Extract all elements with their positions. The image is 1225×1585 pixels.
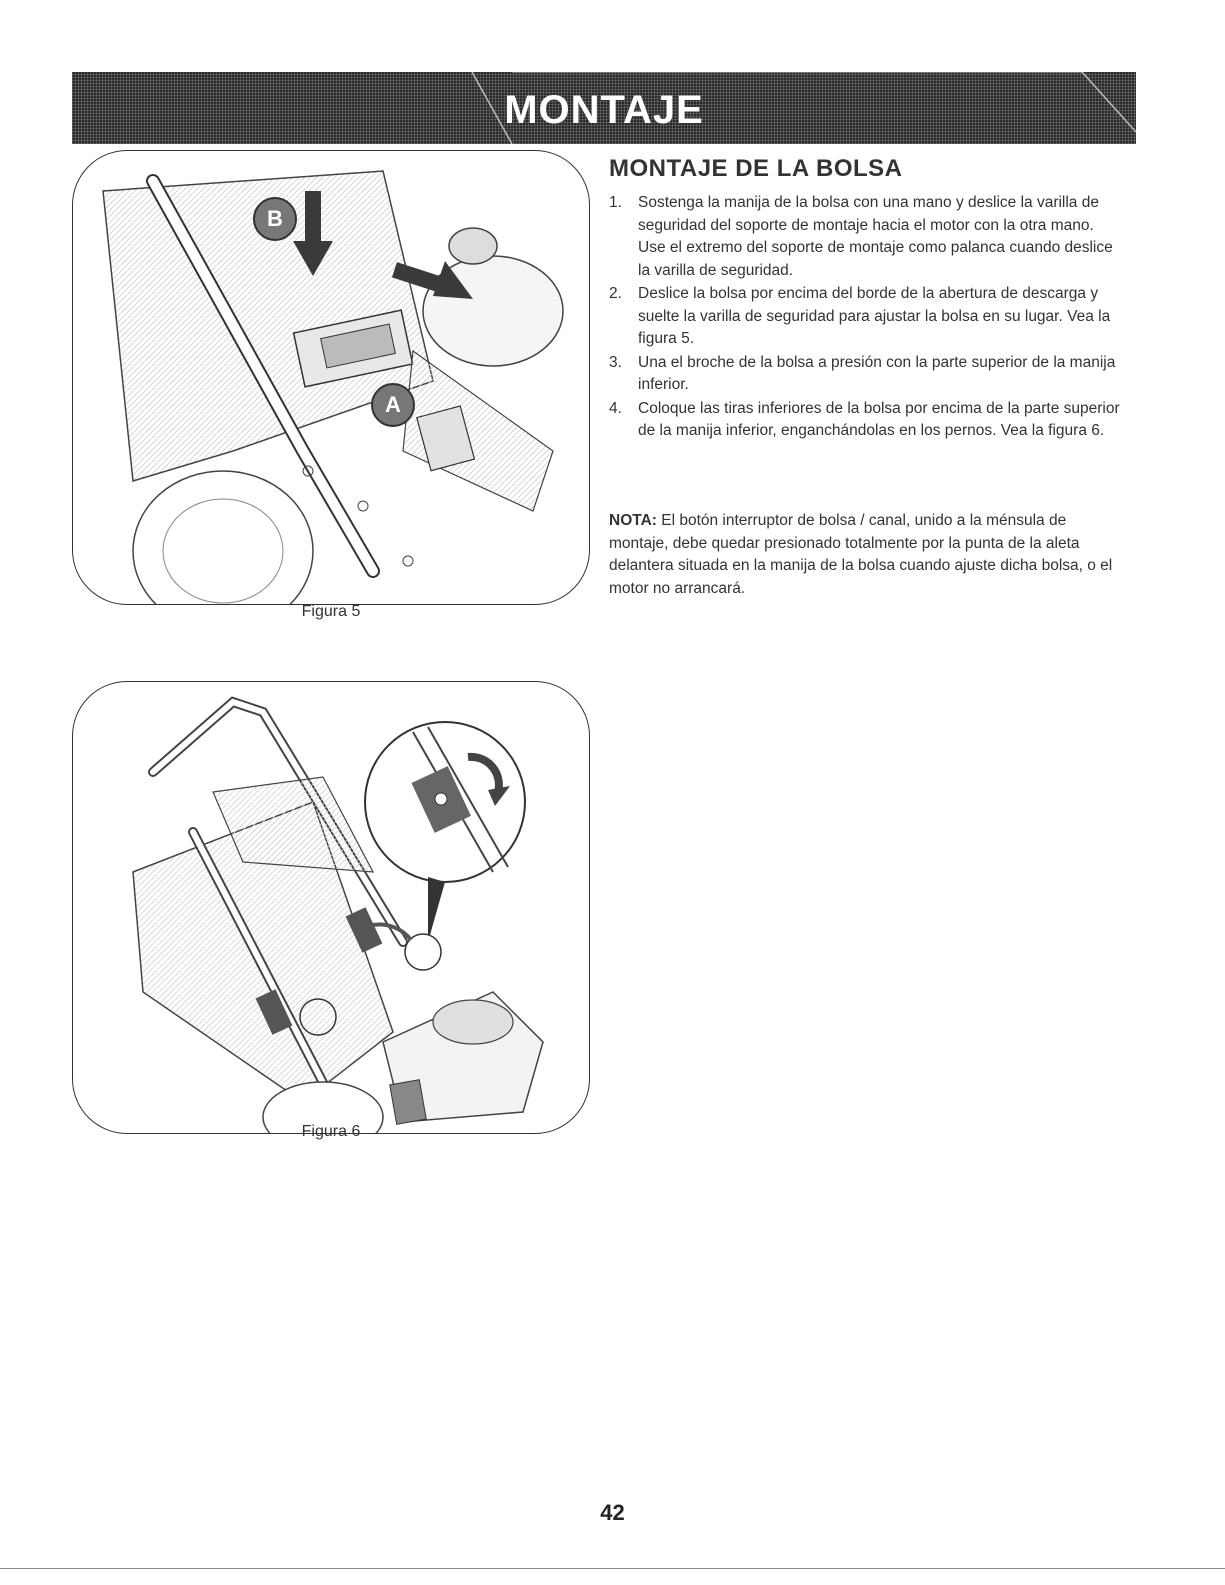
step-number: 2. — [609, 285, 622, 302]
list-item — [609, 398, 1124, 443]
bag-mount-illustration — [73, 151, 590, 605]
step-text: Sostenga la manija de la bolsa con una mano y deslice la varilla de seguridad del soporte de montaje hacia el motor con la otra mano. Use el extremo del soporte de montaje como palanca cuando deslice la varilla de seguridad. — [638, 194, 1113, 279]
step-number: 4. — [609, 399, 622, 417]
list-item — [609, 192, 1124, 282]
section-banner — [72, 72, 1136, 144]
bag-straps-illustration — [73, 682, 590, 1134]
callout-b-badge — [253, 197, 297, 241]
note-label: NOTA: — [609, 512, 657, 529]
list-item — [609, 283, 1124, 351]
page-number: 42 — [600, 1500, 625, 1525]
bottom-divider — [0, 1568, 1225, 1569]
step-text: Deslice la bolsa por encima del borde de la abertura de descarga y suelte la varilla de seguridad para ajustar la bolsa en su lugar. Vea la figura 5. — [638, 285, 1111, 347]
step-number: 1. — [609, 194, 622, 211]
list-item — [609, 352, 1124, 397]
step-text: Una el broche de la bolsa a presión con la parte superior de la manija inferior. — [638, 353, 1116, 393]
callout-a-badge — [371, 383, 415, 427]
figure-6-illustration — [72, 681, 590, 1134]
step-number: 3. — [609, 353, 622, 371]
note-paragraph — [609, 510, 1124, 600]
callout-a-label: A — [385, 392, 401, 417]
section-title: MONTAJE DE LA BOLSA — [609, 155, 903, 182]
assembly-steps-list — [609, 192, 1124, 444]
figure-5-caption: Figura 5 — [301, 603, 361, 620]
figure-5-illustration — [72, 150, 590, 605]
banner-title: MONTAJE — [504, 88, 704, 132]
figure-6-caption: Figura 6 — [301, 1123, 361, 1140]
step-text: Coloque las tiras inferiores de la bolsa por encima de la parte superior de la manija inferior, enganchándolas en los pernos. Vea la figura 6. — [638, 399, 1120, 439]
note-text: El botón interruptor de bolsa / canal, unido a la ménsula de montaje, debe quedar presionado totalmente por la punta de la aleta delantera situada en la manija de la bolsa cuando ajuste dicha bolsa, o el motor no arrancará. — [609, 512, 1113, 597]
callout-b-label: B — [267, 206, 283, 231]
